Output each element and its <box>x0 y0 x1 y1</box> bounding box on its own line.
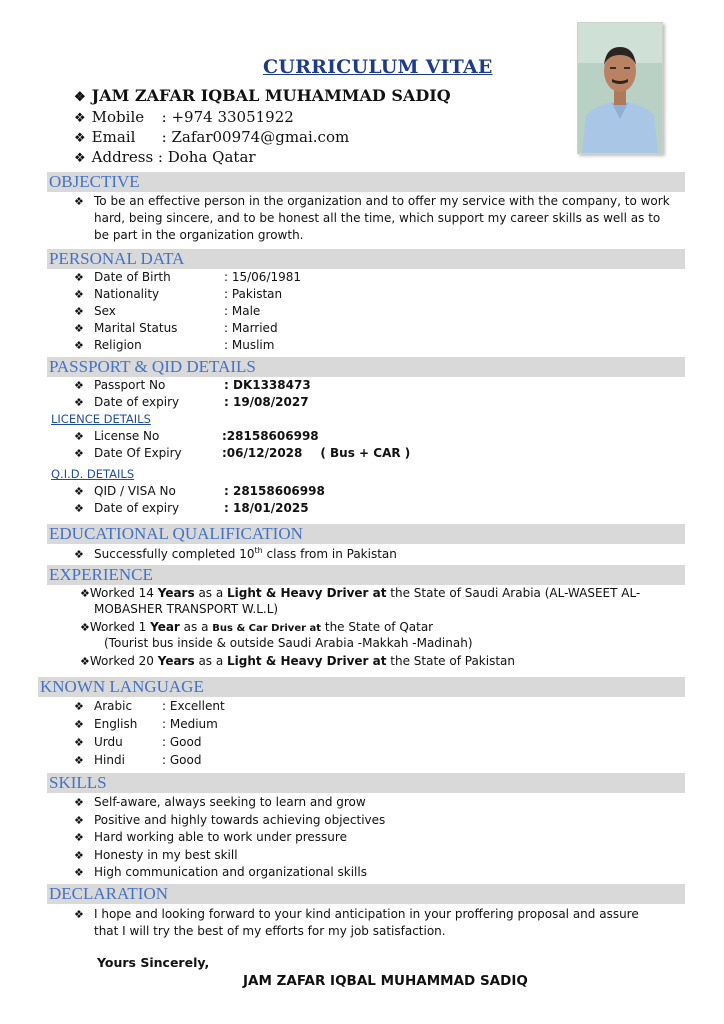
section-passport-qid: PASSPORT & QID DETAILS <box>47 357 685 377</box>
experience-item-3 <box>80 654 640 670</box>
language-level: : Good <box>162 735 202 749</box>
license-class-note: ( Bus + CAR ) <box>320 446 411 460</box>
signature-name: JAM ZAFAR IQBAL MUHAMMAD SADIQ <box>243 973 528 989</box>
bullet-icon: ❖ <box>74 271 84 284</box>
passport-no-value: : DK1338473 <box>224 378 311 392</box>
header-name-line <box>74 86 451 105</box>
bullet-icon: ❖ <box>74 848 84 862</box>
bullet-icon: ❖ <box>74 485 84 498</box>
email-value: : Zafar00974@gmai.com <box>161 128 350 146</box>
passport-list <box>74 378 311 412</box>
address-label: Address <box>91 148 154 166</box>
section-education: EDUCATIONAL QUALIFICATION <box>47 524 685 544</box>
language-name: Urdu <box>94 735 123 749</box>
exp1-place: the State of Saudi Arabia (AL-WASEET AL- <box>386 586 641 600</box>
bullet-icon: ❖ <box>80 587 90 600</box>
list-item <box>74 699 225 717</box>
experience-item-1-cont: MOBASHER TRANSPORT W.L.L) <box>94 602 279 616</box>
bullet-icon: ❖ <box>74 339 84 352</box>
exp1-role: Light & Heavy Driver at <box>227 586 387 600</box>
section-known-language: KNOWN LANGUAGE <box>38 677 685 697</box>
language-name: Arabic <box>94 699 133 713</box>
list-item <box>74 484 325 501</box>
license-expiry-value: :06/12/2028 <box>222 446 303 460</box>
list-item <box>74 395 311 412</box>
bullet-icon: ❖ <box>74 305 84 318</box>
header-address-line <box>74 148 256 166</box>
bullet-icon: ❖ <box>74 322 84 335</box>
language-name: Hindi <box>94 753 125 767</box>
objective-line-3: be part in the organization growth. <box>94 228 304 242</box>
language-level: : Medium <box>162 717 218 731</box>
education-text: Successfully completed 10 <box>94 547 255 561</box>
person-photo-icon <box>578 23 662 153</box>
list-item <box>74 287 301 304</box>
bullet-icon: ❖ <box>74 288 84 301</box>
candidate-name: JAM ZAFAR IQBAL MUHAMMAD SADIQ <box>91 86 451 105</box>
exp3-role: Light & Heavy Driver at <box>227 654 387 668</box>
licence-list <box>74 429 410 463</box>
nationality-label: Nationality <box>94 287 160 301</box>
education-text-end: class from in Pakistan <box>262 547 397 561</box>
bullet-icon: ❖ <box>74 796 84 809</box>
bullet-icon: ❖ <box>74 754 84 767</box>
education-sup: th <box>254 546 263 555</box>
experience-list <box>80 586 640 670</box>
experience-item-1 <box>80 586 640 602</box>
language-list <box>74 699 225 771</box>
bullet-icon: ❖ <box>74 866 84 879</box>
skill-text: Positive and highly towards achieving objectives <box>94 812 386 827</box>
list-item <box>74 813 385 831</box>
exp1-years: Years <box>157 586 195 600</box>
dob-value: : 15/06/1981 <box>224 270 302 284</box>
profile-photo <box>577 22 663 154</box>
list-item <box>74 735 225 753</box>
objective-line-2: hard, being sincere, and to be honest all the time, which support my career skills as well as to <box>94 211 661 225</box>
bullet-icon: ❖ <box>74 379 84 392</box>
qid-expiry-value: : 18/01/2025 <box>224 501 309 515</box>
qid-no-label: QID / VISA No <box>94 484 176 498</box>
section-declaration: DECLARATION <box>47 884 685 904</box>
list-item <box>74 338 301 355</box>
language-level: : Excellent <box>162 699 225 713</box>
nationality-value: : Pakistan <box>224 287 283 301</box>
header-mobile-line <box>74 108 294 126</box>
declaration-line-1: I hope and looking forward to your kind anticipation in your proffering proposal and assure <box>94 907 639 921</box>
email-label: Email <box>91 128 136 146</box>
exp2-years: Year <box>150 620 180 634</box>
skill-text: Honesty in my best skill <box>94 847 238 862</box>
passport-expiry-value: : 19/08/2027 <box>224 395 309 409</box>
exp2-place: the State of Qatar <box>321 620 434 634</box>
sex-value: : Male <box>224 304 261 318</box>
qid-list <box>74 484 325 518</box>
header-email-line <box>74 128 349 146</box>
religion-label: Religion <box>94 338 142 352</box>
declaration-line-2: that I will try the best of my efforts for my job satisfaction. <box>94 924 446 938</box>
exp1-text: Worked 14 <box>89 586 158 600</box>
licence-details-heading: LICENCE DETAILS <box>51 412 151 426</box>
marital-value: : Married <box>224 321 278 335</box>
section-personal-data: PERSONAL DATA <box>47 249 685 269</box>
bullet-icon: ❖ <box>74 831 84 844</box>
experience-item-2 <box>80 620 640 636</box>
bullet-icon: ❖ <box>80 655 90 668</box>
bullet-icon: ❖ <box>74 90 86 105</box>
bullet-icon: ❖ <box>80 621 90 634</box>
exp2-text: Worked 1 <box>89 620 151 634</box>
dob-label: Date of Birth <box>94 270 171 284</box>
personal-data-list <box>74 270 301 355</box>
mobile-value: : +974 33051922 <box>161 108 294 126</box>
list-item <box>74 795 385 813</box>
bullet-icon: ❖ <box>74 700 84 713</box>
list-item <box>74 321 301 338</box>
skill-text: High communication and organizational skills <box>94 865 367 879</box>
qid-no-value: : 28158606998 <box>224 484 325 498</box>
list-item <box>74 378 311 395</box>
exp1-text2: as a <box>194 586 228 600</box>
experience-item-2-cont: (Tourist bus inside & outside Saudi Arabia -Makkah -Madinah) <box>104 636 473 650</box>
bullet-icon: ❖ <box>74 430 84 443</box>
list-item <box>74 429 410 446</box>
list-item <box>74 865 385 883</box>
bullet-icon: ❖ <box>74 813 84 827</box>
bullet-icon: ❖ <box>74 548 84 561</box>
objective-text <box>74 193 686 244</box>
passport-no-label: Passport No <box>94 378 166 392</box>
marital-label: Marital Status <box>94 321 178 335</box>
bullet-icon: ❖ <box>74 447 84 460</box>
passport-expiry-label: Date of expiry <box>94 395 180 409</box>
religion-value: : Muslim <box>224 338 275 352</box>
language-level: : Good <box>162 753 202 767</box>
list-item <box>74 304 301 321</box>
exp3-place: the State of Pakistan <box>386 654 515 668</box>
exp2-role: Bus & Car Driver at <box>212 623 322 634</box>
list-item <box>74 753 225 771</box>
language-name: English <box>94 717 138 731</box>
license-expiry-label: Date Of Expiry <box>94 446 182 460</box>
sex-label: Sex <box>94 304 116 318</box>
license-no-label: License No <box>94 429 160 443</box>
bullet-icon: ❖ <box>74 151 86 166</box>
qid-expiry-label: Date of expiry <box>94 501 180 515</box>
bullet-icon: ❖ <box>74 111 86 126</box>
qid-details-heading: Q.I.D. DETAILS <box>51 467 135 481</box>
list-item <box>74 446 410 463</box>
exp3-text2: as a <box>194 654 228 668</box>
list-item <box>74 717 225 735</box>
cv-title: CURRICULUM VITAE <box>263 56 493 78</box>
skills-list <box>74 795 385 883</box>
bullet-icon: ❖ <box>74 718 84 731</box>
section-objective: OBJECTIVE <box>47 172 685 192</box>
list-item <box>74 270 301 287</box>
mobile-label: Mobile <box>91 108 145 126</box>
bullet-icon: ❖ <box>74 396 84 409</box>
list-item <box>74 848 385 866</box>
exp3-text: Worked 20 <box>89 654 158 668</box>
bullet-icon: ❖ <box>74 736 84 749</box>
declaration-text <box>74 906 686 940</box>
bullet-icon: ❖ <box>74 502 84 515</box>
skill-text: Hard working able to work under pressure <box>94 830 347 844</box>
bullet-icon: ❖ <box>74 908 84 921</box>
section-experience: EXPERIENCE <box>47 565 685 585</box>
exp2-text2: as a <box>179 620 213 634</box>
address-value: : Doha Qatar <box>157 148 256 166</box>
education-item <box>74 546 397 561</box>
license-no-value: :28158606998 <box>222 429 319 443</box>
list-item <box>74 501 325 518</box>
bullet-icon: ❖ <box>74 195 84 208</box>
exp3-years: Years <box>157 654 195 668</box>
section-skills: SKILLS <box>47 773 685 793</box>
bullet-icon: ❖ <box>74 131 86 146</box>
objective-line-1: To be an effective person in the organization and to offer my service with the company, to work <box>94 194 670 208</box>
closing-text: Yours Sincerely, <box>97 955 210 970</box>
skill-text: Self-aware, always seeking to learn and grow <box>94 795 366 809</box>
list-item <box>74 830 385 848</box>
